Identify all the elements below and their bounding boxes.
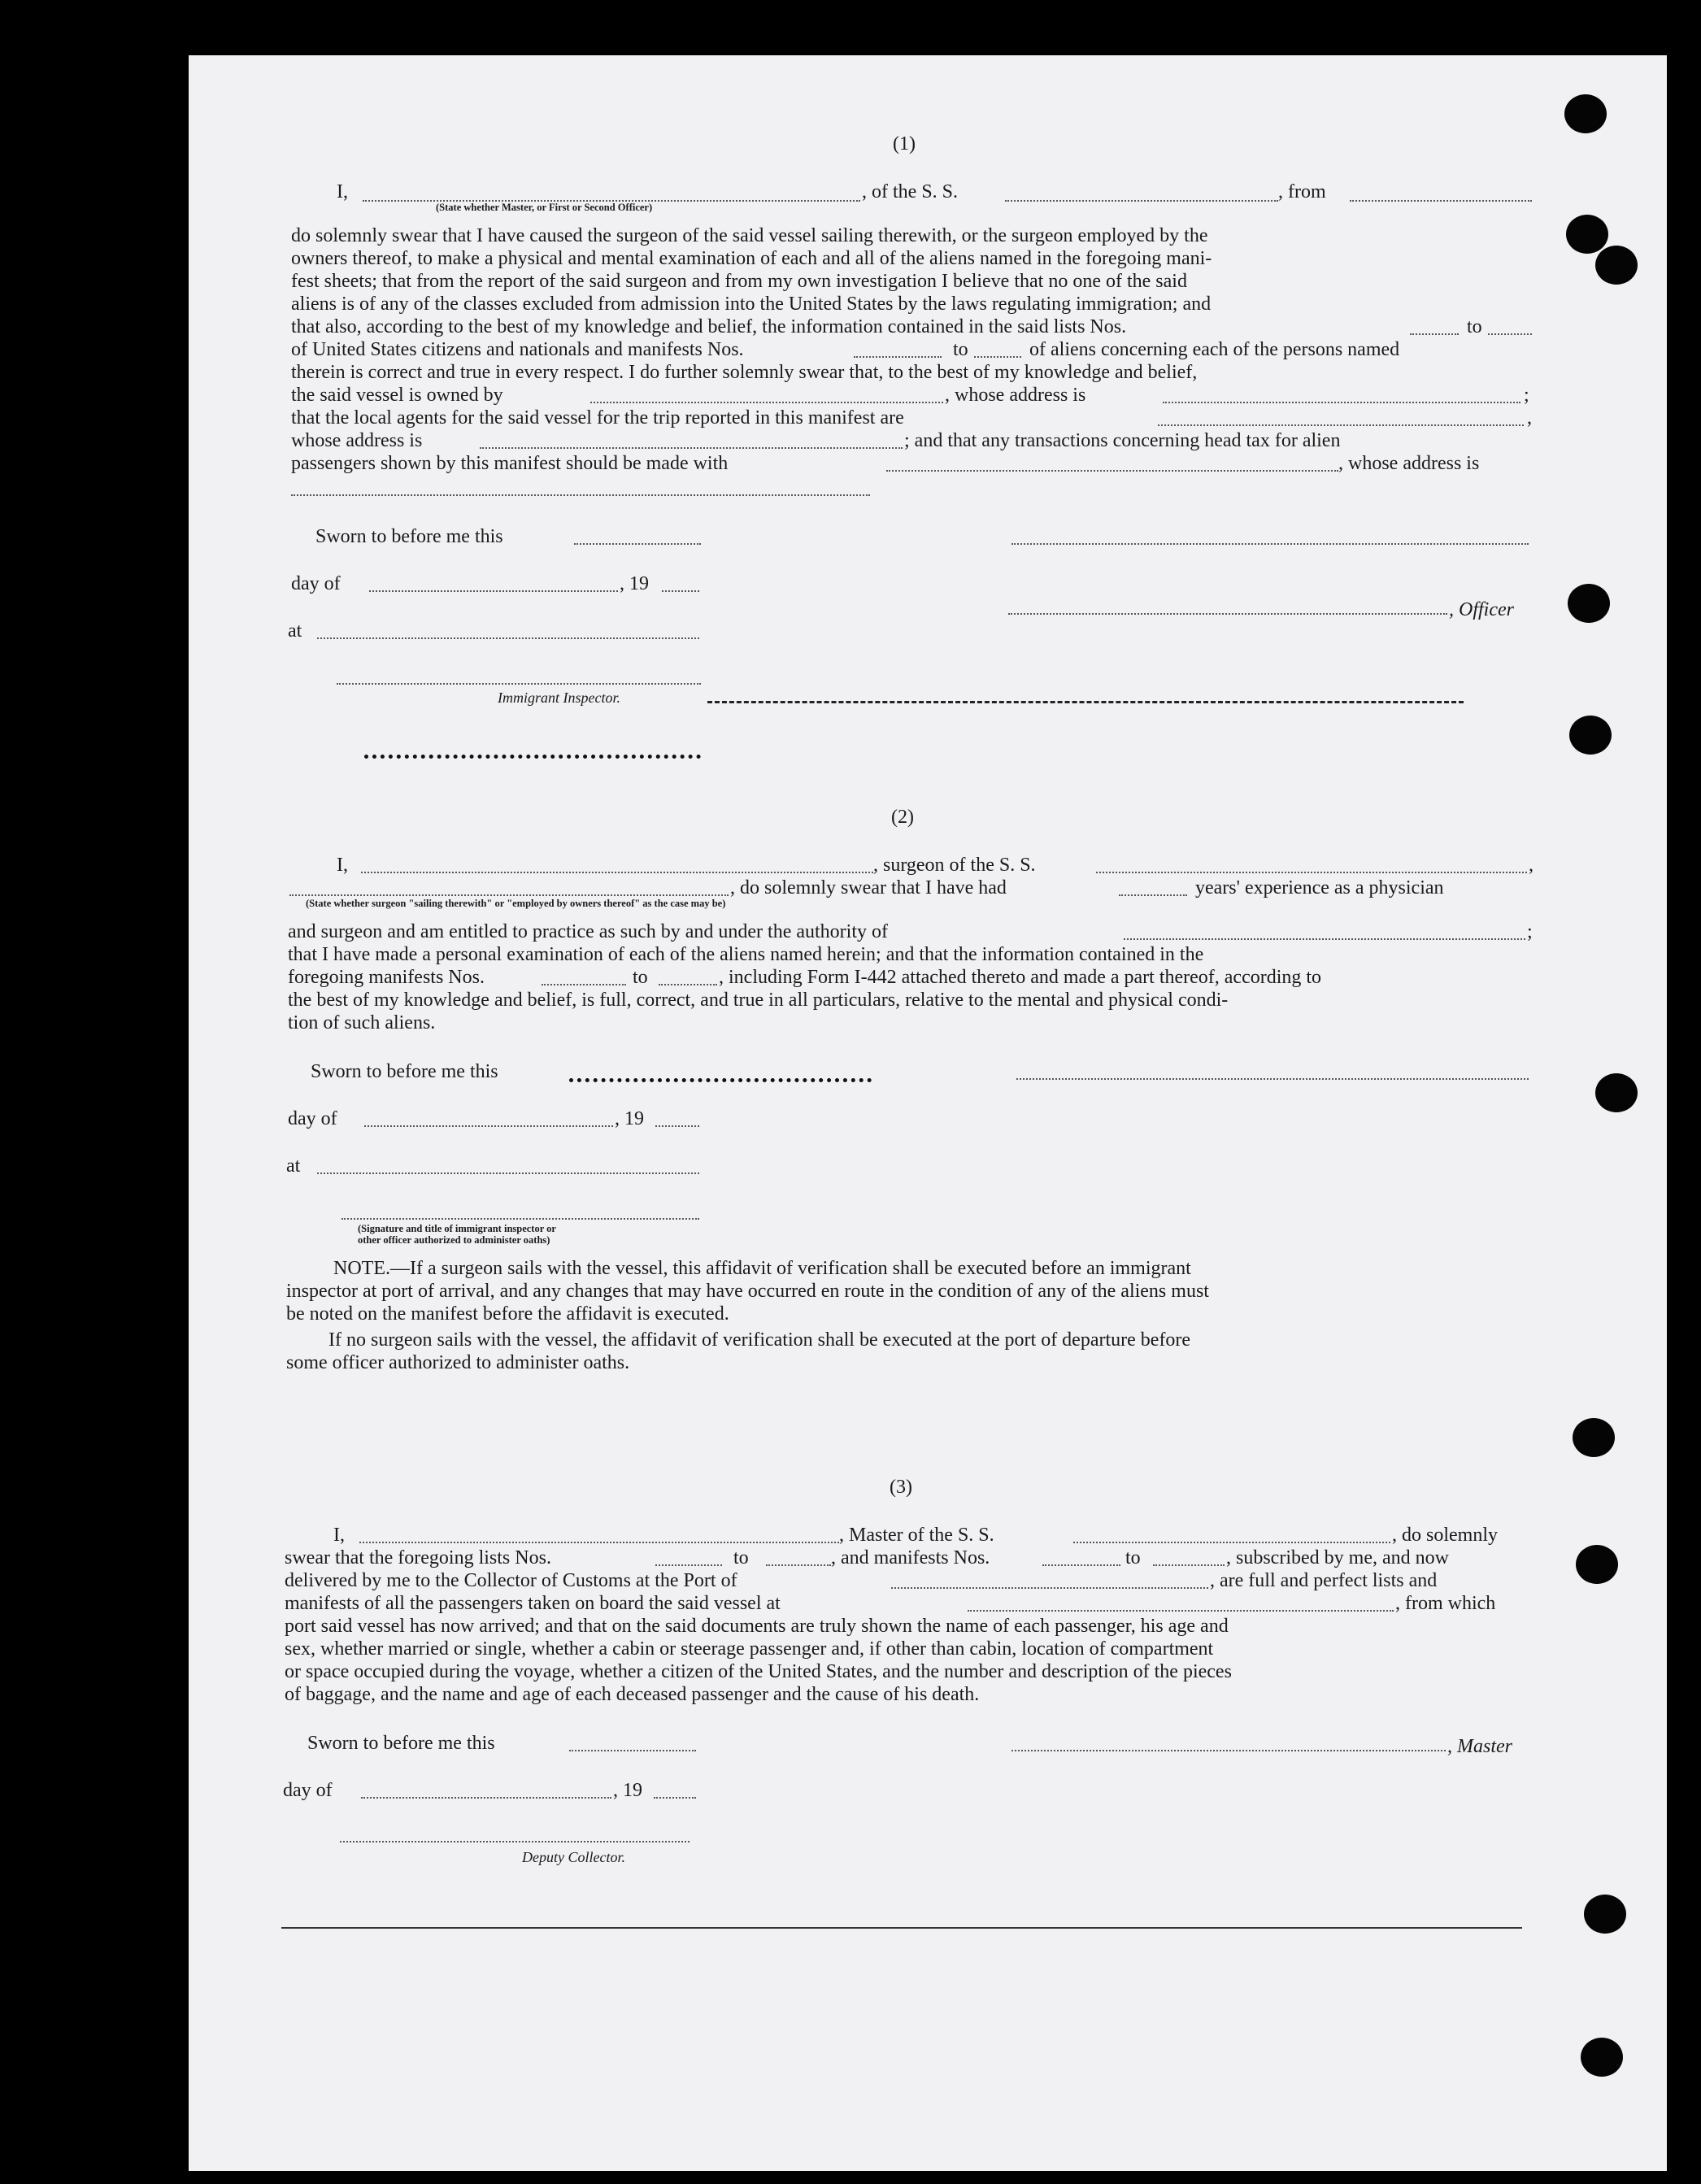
s1-whose-address: , whose address is [945,385,1086,406]
s3-deputy: Deputy Collector. [522,1849,625,1865]
s3-sworn-field[interactable] [569,1750,696,1751]
s1-local-agents: that the local agents for the said vessel for the trip reported in this manifest are [291,407,904,429]
s3-line: or space occupied during the voyage, whether a citizen of the United States, and the number and description of the pieces [285,1661,1232,1682]
s3-day-field[interactable] [361,1797,611,1799]
s3-year-field[interactable] [654,1797,696,1799]
s2-sworn-field[interactable] [569,1078,872,1082]
s1-line: therein is correct and true in every respect. I do further solemnly swear that, to the best of my knowledge and belief, [291,362,1198,383]
s3-manifests-of: manifests of all the passengers taken on board the said vessel at [285,1593,781,1614]
s2-line: that I have made a personal examination of each of the aliens named herein; and that the information contained in the [288,944,1204,965]
s1-owner-address-field[interactable] [1163,402,1520,403]
s2-at: at [286,1155,301,1177]
s2-ship-field[interactable] [1096,872,1527,873]
s1-agents-address-field[interactable] [480,447,903,449]
punch-hole [1568,584,1610,623]
s2-sig-note-1: (Signature and title of immigrant inspector or [358,1223,556,1234]
s3-are-full: , are full and perfect lists and [1210,1570,1438,1591]
s3-year: , 19 [613,1780,642,1801]
s1-aliens-concerning: of aliens concerning each of the persons named [1029,339,1400,360]
punch-hole [1569,716,1612,755]
s3-subscribed: , subscribed by me, and now [1226,1547,1449,1568]
s3-lists-from[interactable] [655,1564,722,1566]
s1-lists-from[interactable] [1410,333,1459,335]
s1-manifests-from[interactable] [854,356,942,358]
s2-authority-field[interactable] [1124,938,1525,940]
s2-sworn: Sworn to before me this [311,1061,498,1082]
s3-line: of baggage, and the name and age of each deceased passenger and the cause of his death. [285,1684,980,1705]
s3-sworn: Sworn to before me this [307,1733,495,1754]
s3-name-field[interactable] [359,1542,839,1543]
s1-line: do solemnly swear that I have caused the surgeon of the said vessel sailing therewith, or the surgeon employed by the [291,225,1208,246]
s1-head-tax-address-field[interactable] [291,494,870,496]
section-3-number: (3) [890,1477,912,1498]
punch-hole [1595,1073,1638,1112]
s3-ship-field[interactable] [1073,1542,1390,1543]
s2-i-label: I, [337,855,348,876]
punch-hole [1581,2038,1623,2077]
s2-sailing-field[interactable] [289,894,729,896]
s1-ship-field[interactable] [1005,200,1278,202]
s1-head-tax-field[interactable] [886,470,1338,472]
s3-master: , Master [1447,1736,1512,1757]
s2-surgeon-of: , surgeon of the S. S. [873,855,1036,876]
punch-hole [1564,94,1607,133]
s3-day-of: day of [283,1780,333,1801]
s3-lists-to[interactable] [766,1564,831,1566]
s1-line: fest sheets; that from the report of the said surgeon and from my own investigation I believe that no one of the said [291,271,1187,292]
s1-line: aliens is of any of the classes excluded from admission into the United States by the laws regulating immigration; and [291,294,1212,315]
s1-day-of: day of [291,573,341,594]
s2-manifests-from[interactable] [542,984,626,985]
s3-master-of: , Master of the S. S. [839,1525,994,1546]
s1-whose-address-3: , whose address is [1338,453,1480,474]
s3-to-2: to [1125,1547,1141,1568]
s1-from-field[interactable] [1350,200,1532,202]
s1-at-field[interactable] [317,637,699,639]
s2-name-field[interactable] [361,872,873,873]
s2-note: NOTE.—If a surgeon sails with the vessel, this affidavit of verification shall be executed before an immigrant [333,1258,1191,1279]
s3-and-manifests: , and manifests Nos. [831,1547,990,1568]
s3-i-label: I, [333,1525,345,1546]
s2-day-field[interactable] [364,1125,613,1127]
s3-do-solemnly: , do solemnly [1392,1525,1498,1546]
s1-owner-field[interactable] [590,402,943,403]
bottom-rule [281,1927,1522,1929]
s3-to: to [733,1547,749,1568]
semicolon: ; [1524,385,1529,406]
s2-signature-line[interactable] [342,1218,699,1220]
s3-swear-lists: swear that the foregoing lists Nos. [285,1547,551,1568]
s2-line: the best of my knowledge and belief, is full, correct, and true in all particulars, relative to the mental and physical condi- [288,990,1229,1011]
s3-port-field[interactable] [891,1587,1208,1589]
punch-hole [1584,1895,1626,1934]
s1-to-2: to [953,339,968,360]
s3-delivered: delivered by me to the Collector of Customs at the Port of [285,1570,737,1591]
punch-hole [1566,215,1608,254]
s2-note: be noted on the manifest before the affidavit is executed. [286,1303,729,1325]
s2-manifests-to[interactable] [659,984,717,985]
s1-inspector-line[interactable] [337,683,701,685]
s2-years-exp: years' experience as a physician [1195,877,1444,898]
s2-day-of: day of [288,1108,337,1129]
comma: , [1527,407,1532,429]
s1-lists-to[interactable] [1488,333,1532,335]
s1-year-field[interactable] [662,590,699,592]
section-1-number: (1) [893,133,916,154]
s1-owned-by: the said vessel is owned by [291,385,503,406]
s1-manifests-to[interactable] [974,356,1021,358]
s1-head-tax: ; and that any transactions concerning head tax for alien [904,430,1341,451]
s3-from-which: , from which [1395,1593,1496,1614]
semicolon: ; [1527,921,1533,942]
s1-stray-dots [364,755,701,759]
s1-of-ss: , of the S. S. [862,181,959,202]
s2-year: , 19 [615,1108,644,1129]
punch-hole [1576,1545,1618,1584]
s1-passengers-line: passengers shown by this manifest should be made with [291,453,729,474]
s1-to: to [1467,316,1482,337]
section-2-number: (2) [891,807,914,828]
s1-agents-field[interactable] [1158,424,1524,426]
s1-from: , from [1278,181,1326,202]
s3-line: sex, whether married or single, whether a cabin or steerage passenger and, if other than cabin, location of compartment [285,1638,1214,1660]
s1-officer-field[interactable] [1008,613,1447,615]
s3-manifests-to[interactable] [1153,1564,1225,1566]
s2-years-field[interactable] [1119,894,1187,896]
s1-line: that also, according to the best of my knowledge and belief, the information contained in the said lists Nos. [291,316,1127,337]
s1-inspector: Immigrant Inspector. [498,690,620,706]
s1-whose-address-2: whose address is [291,430,423,451]
s2-line: tion of such aliens. [288,1012,436,1033]
s3-deputy-line[interactable] [340,1841,690,1842]
s2-line: , including Form I-442 attached thereto and made a part thereof, according to [719,967,1322,988]
s2-authority: and surgeon and am entitled to practice as such by and under the authority of [288,921,888,942]
s1-state-note: (State whether Master, or First or Second Officer) [436,202,653,213]
s2-solemnly: , do solemnly swear that I have had [730,877,1007,898]
s2-year-field[interactable] [655,1125,699,1127]
s2-note: inspector at port of arrival, and any changes that may have occurred en route in the condition of any of the aliens must [286,1281,1209,1302]
s3-master-signature-field[interactable] [1011,1750,1446,1751]
s1-sworn-field[interactable] [574,543,701,545]
s1-line: owners thereof, to make a physical and mental examination of each and all of the aliens named in the foregoing mani- [291,248,1212,269]
s2-sig-note-2: other officer authorized to administer oaths) [358,1234,550,1246]
s2-signature-field[interactable] [1016,1078,1529,1080]
s1-at: at [288,620,302,642]
s1-signature-field[interactable] [1011,543,1529,545]
s3-manifests-from[interactable] [1042,1564,1120,1566]
s3-boarded-at-field[interactable] [968,1610,1394,1612]
punch-hole [1595,246,1638,285]
s3-line: port said vessel has now arrived; and that on the said documents are truly shown the name of each passenger, his age and [285,1616,1229,1637]
comma: , [1529,855,1534,876]
s2-state-note: (State whether surgeon "sailing therewith" or "employed by owners thereof" as the case may be) [306,898,726,909]
punch-hole [1573,1418,1615,1457]
s2-line: foregoing manifests Nos. [288,967,485,988]
s2-at-field[interactable] [317,1172,699,1174]
s1-officer: , Officer [1449,599,1514,620]
s1-i-label: I, [337,181,348,202]
s1-sworn: Sworn to before me this [315,526,503,547]
s2-note: If no surgeon sails with the vessel, the affidavit of verification shall be executed at the port of departure before [328,1329,1191,1351]
s1-year: , 19 [620,573,649,594]
s2-to: to [633,967,648,988]
s1-day-field[interactable] [369,590,618,592]
s1-line: of United States citizens and nationals and manifests Nos. [291,339,744,360]
s2-note: some officer authorized to administer oaths. [286,1352,630,1373]
s1-divider [707,701,1464,703]
